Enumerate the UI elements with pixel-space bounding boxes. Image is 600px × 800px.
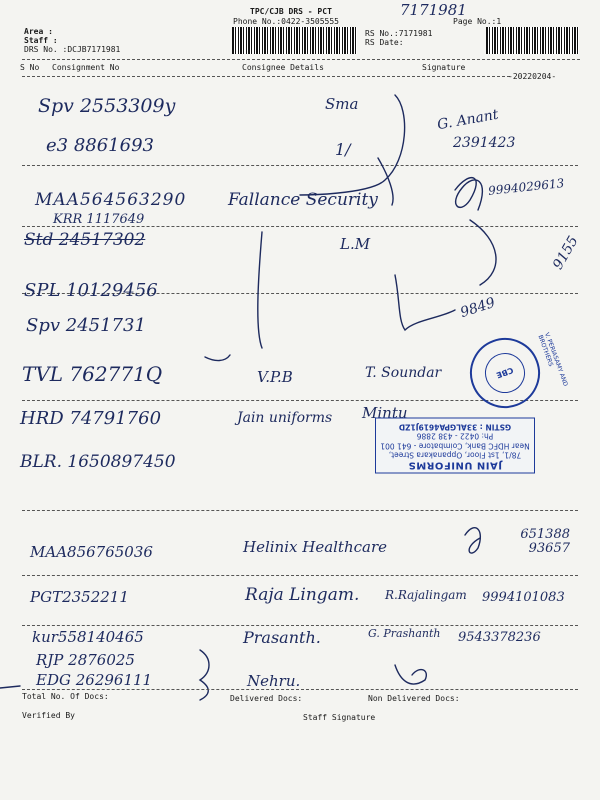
rs-date: RS Date: (365, 38, 404, 47)
underline-stroke (205, 355, 230, 361)
col-consignee: Consignee Details (242, 63, 324, 72)
signature-scribble (395, 275, 455, 330)
consignee-entry: Fallance Security (228, 190, 378, 210)
consignment-entry: RJP 2876025 (36, 651, 135, 669)
signature-scribble (470, 220, 496, 285)
consignment-entry: MAA564563290 (35, 190, 187, 210)
signature-entry: G. Prashanth (368, 627, 441, 640)
signature-entry: T. Soundar (365, 365, 442, 381)
stamp-line: 78/1, 1st Floor, Oppanakara Street, (388, 451, 522, 460)
consignment-entry: kur558140465 (32, 628, 144, 646)
signature-scribble (465, 528, 480, 553)
signature-entry: R.Rajalingam (385, 588, 467, 602)
consignment-entry: MAA856765036 (30, 543, 153, 561)
row-divider (22, 575, 578, 576)
company-stamp (375, 418, 535, 474)
consignment-entry: Std 24517302 (24, 230, 146, 250)
col-consignment: Consignment No (52, 63, 120, 72)
handwritten-drs-number: 7171981 (400, 1, 467, 19)
stamp-line: Ph: 0422 - 438 2886 (416, 432, 494, 441)
consignment-entry: HRD 74791760 (20, 408, 162, 429)
signature-entry: Mintu (362, 404, 408, 422)
consignment-entry: e3 8861693 (46, 135, 154, 156)
consignee-entry: Sma (325, 95, 359, 113)
consignee-entry: Nehru. (247, 672, 301, 690)
verified-by: Verified By (22, 711, 75, 720)
stamp-line: JAIN UNIFORMS (408, 459, 502, 471)
consignment-entry: Spv 2451731 (26, 315, 146, 336)
barcode-left (232, 27, 357, 54)
phone-entry: 651388 93657 (520, 527, 570, 556)
consignment-entry: PGT2352211 (30, 588, 129, 606)
barcode-right (486, 27, 579, 54)
bracket-stroke (200, 650, 209, 700)
signature-scribble (395, 665, 426, 684)
col-signature: Signature (422, 63, 466, 72)
stamp-line: Near HDFC Bank, Coimbatore - 641 001 (380, 441, 530, 451)
consignee-entry: V.P.B (257, 368, 293, 386)
seal-inner (479, 347, 530, 398)
consignee-entry: L.M (340, 235, 371, 253)
signature-entry: G. Anant (436, 106, 500, 134)
phone-entry: 9543378236 (458, 630, 541, 645)
date-code: -20220204- (508, 72, 557, 81)
seal-outer-text: V. PERIASAMY AND BROTHERS (536, 331, 569, 388)
delivered-docs: Delivered Docs: (230, 694, 303, 703)
phone-entry: 2391423 (453, 135, 516, 151)
drs-number: DRS No. :DCJB7171981 (24, 45, 121, 54)
consignee-entry: Helinix Healthcare (243, 538, 388, 556)
staff-label: Staff : (24, 36, 58, 45)
rs-number: RS No.:7171981 (365, 29, 433, 38)
phone-number: Phone No.:0422-3505555 (233, 17, 339, 26)
underline-stroke (0, 686, 20, 688)
phone-entry: 9994101083 (482, 590, 565, 605)
header-rule (22, 59, 580, 60)
document-title: TPC/CJB DRS - PCT (250, 7, 332, 16)
consignee-entry: Raja Lingam. (245, 585, 360, 605)
consignee-entry: 1/ (335, 140, 351, 159)
consignment-entry: TVL 762771Q (22, 362, 163, 386)
consignment-entry: KRR 1117649 (53, 212, 145, 227)
footer-rule (22, 689, 578, 690)
bracket-stroke (258, 232, 262, 348)
total-docs: Total No. Of Docs: (22, 692, 109, 701)
consignment-entry: EDG 26296111 (36, 671, 153, 689)
staff-signature: Staff Signature (303, 713, 376, 722)
page-number: Page No.:1 (453, 17, 502, 26)
consignee-entry: Jain uniforms (237, 410, 333, 426)
phone-entry: 9849 (458, 294, 498, 322)
consignee-entry: Prasanth. (243, 628, 321, 647)
row-divider (22, 510, 578, 511)
consignment-entry: Spv 2553309y (38, 95, 176, 117)
area-label: Area : (24, 27, 53, 36)
consignment-entry: SPL 10129456 (24, 280, 158, 301)
phone-entry: 9994029613 (487, 176, 565, 198)
columns-rule (22, 76, 510, 77)
seal-inner-text: CBE (495, 365, 515, 381)
non-delivered-docs: Non Delivered Docs: (368, 694, 460, 703)
row-divider (22, 165, 578, 166)
stamp-line: GSTIN : 33ALGPA4619J1ZD (398, 422, 512, 432)
round-seal (460, 328, 550, 418)
phone-entry: 9155 (549, 233, 582, 273)
row-divider (22, 625, 578, 626)
signature-scribble (455, 178, 482, 210)
consignment-entry: BLR. 1650897450 (20, 452, 176, 472)
col-sno: S No (20, 63, 40, 72)
